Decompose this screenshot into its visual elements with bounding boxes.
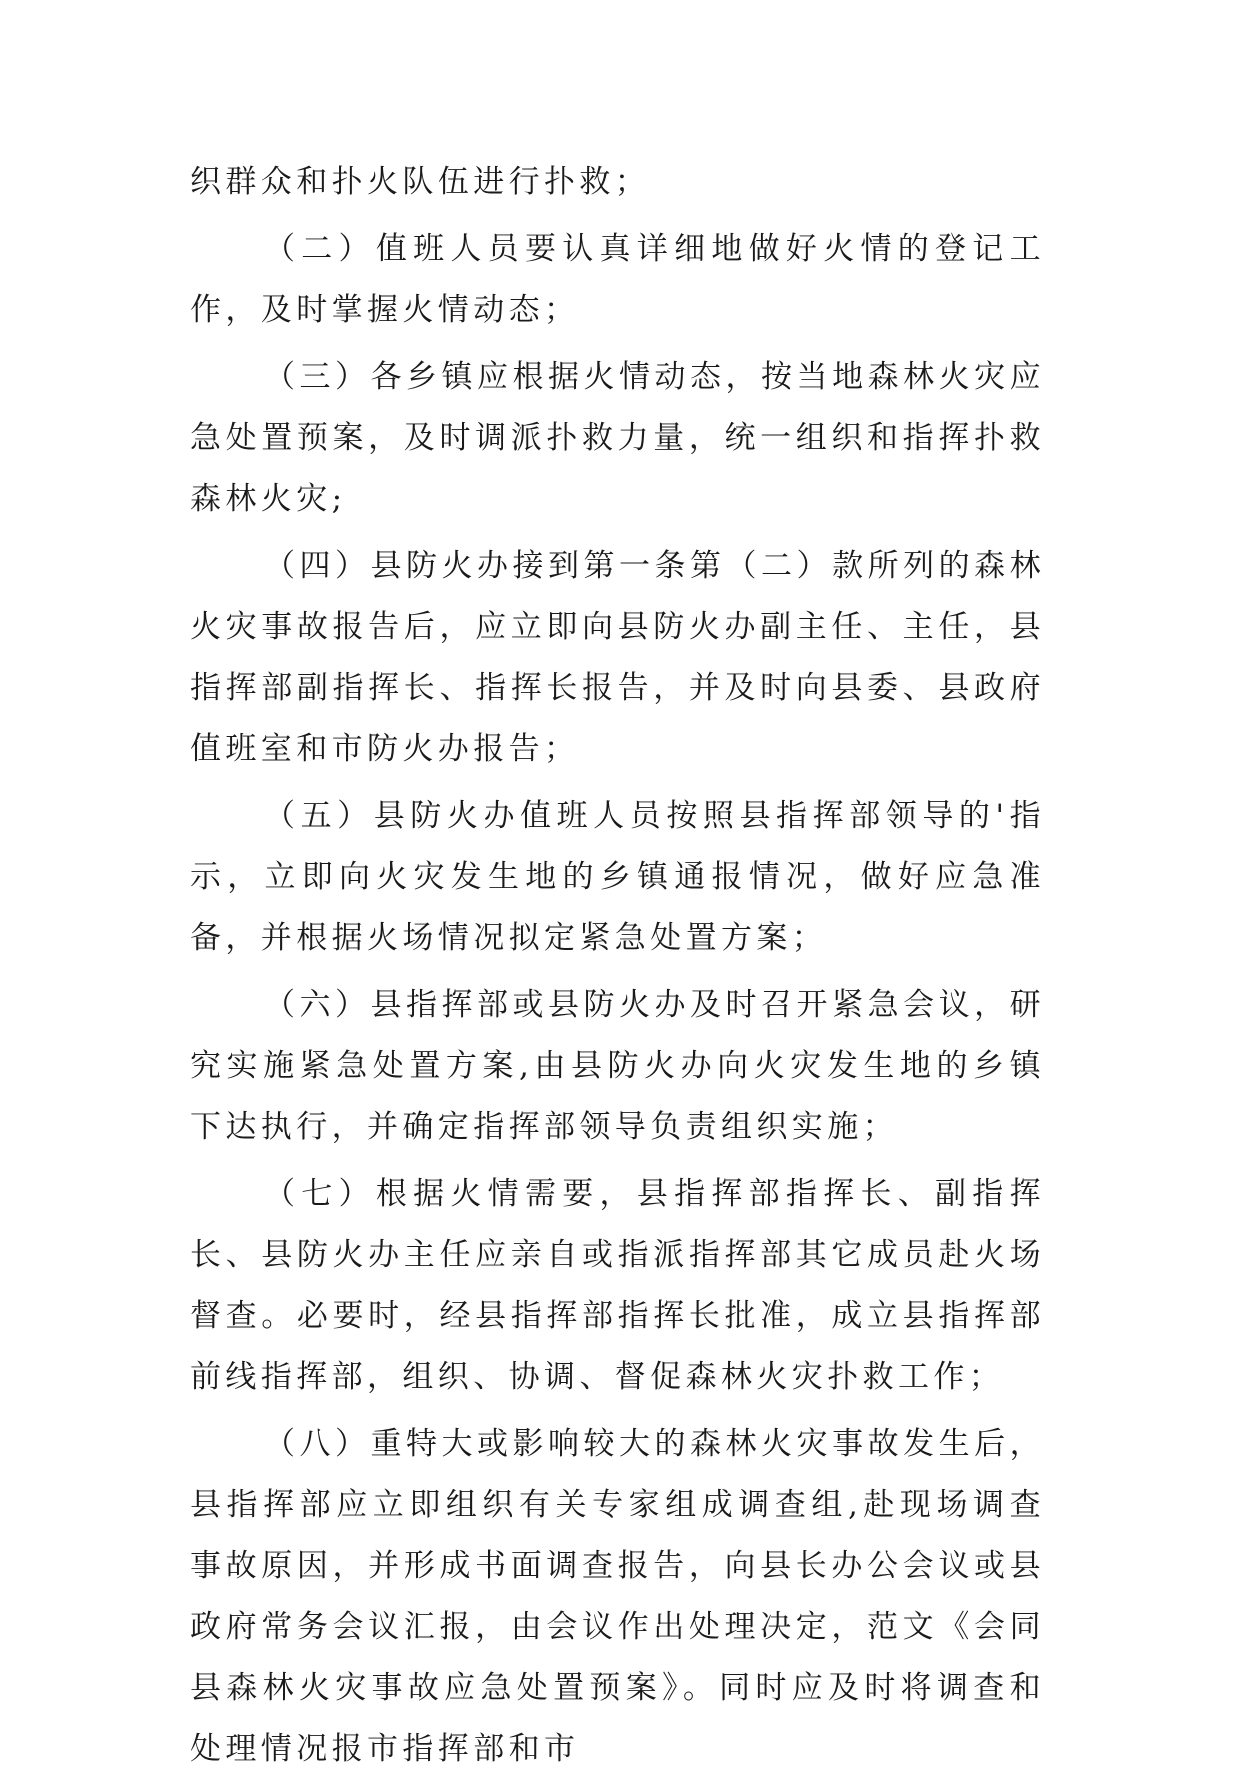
paragraph-item-5: （五）县防火办值班人员按照县指挥部领导的'指示，立即向火灾发生地的乡镇通报情况，做好应急准备，并根据火场情况拟定紧急处置方案； bbox=[190, 798, 1045, 956]
paragraph-item-3: （三）各乡镇应根据火情动态，按当地森林火灾应急处置预案，及时调派扑救力量，统一组织和指挥扑救森林火灾; bbox=[190, 359, 1045, 517]
paragraph-continuation: 织群众和扑火队伍进行扑救； bbox=[190, 164, 651, 200]
paragraph-item-7: （七）根据火情需要，县指挥部指挥长、副指挥长、县防火办主任应亲自或指派指挥部其它成员赴火场督查。必要时，经县指挥部指挥长批准，成立县指挥部前线指挥部，组织、协调、督促森林火灾扑救工作； bbox=[190, 1176, 1045, 1395]
paragraph-item-2: （二）值班人员要认真详细地做好火情的登记工作，及时掌握火情动态； bbox=[190, 231, 1045, 328]
paragraph-item-6: （六）县指挥部或县防火办及时召开紧急会议，研究实施紧急处置方案,由县防火办向火灾发生地的乡镇下达执行，并确定指挥部领导负责组织实施； bbox=[190, 987, 1045, 1145]
document-body bbox=[190, 152, 1045, 1780]
paragraph-item-4: （四）县防火办接到第一条第（二）款所列的森林火灾事故报告后，应立即向县防火办副主任、主任，县指挥部副指挥长、指挥长报告，并及时向县委、县政府值班室和市防火办报告； bbox=[190, 548, 1045, 767]
paragraph-item-8: （八）重特大或影响较大的森林火灾事故发生后，县指挥部应立即组织有关专家组成调查组,赴现场调查事故原因，并形成书面调查报告，向县长办公会议或县政府常务会议汇报，由会议作出处理决定，范文《会同县森林火灾事故应急处置预案》。同时应及时将调查和处理情况报市指挥部和市 bbox=[190, 1426, 1045, 1767]
